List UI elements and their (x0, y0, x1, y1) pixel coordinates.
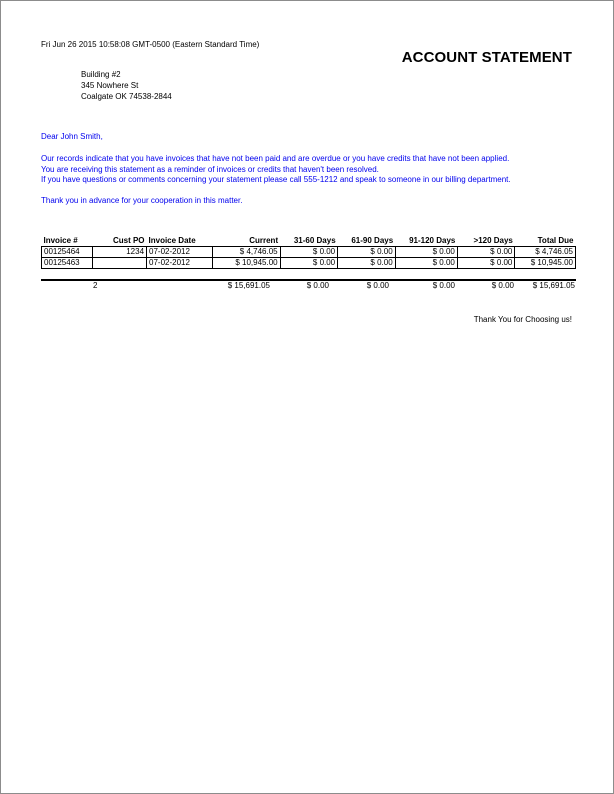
table-header-row (42, 235, 576, 247)
total-91-120: $ 0.00 (432, 281, 455, 290)
col-header-31-60: 31-60 Days (280, 235, 338, 247)
cell-over-120: $ 0.00 (457, 258, 515, 269)
cell-invoice: 00125463 (42, 258, 93, 269)
total-current: $ 15,691.05 (227, 281, 270, 290)
letter-paragraph-3: If you have questions or comments concerning your statement please call 555-1212 and speak to someone in our billing department. (41, 175, 511, 184)
cell-91-120: $ 0.00 (395, 258, 457, 269)
cell-total-due: $ 4,746.05 (515, 247, 576, 258)
table-row (42, 247, 576, 258)
letter-paragraph-2: You are receiving this statement as a reminder of invoices or credits that haven't been resolved. (41, 165, 379, 174)
table-row (42, 258, 576, 269)
letter-paragraph-1: Our records indicate that you have invoices that have not been paid and are overdue or you have credits that have not been applied. (41, 154, 510, 163)
cell-61-90: $ 0.00 (338, 258, 396, 269)
cell-31-60: $ 0.00 (280, 247, 338, 258)
col-header-cust-po: Cust PO (93, 235, 147, 247)
address-line-2: 345 Nowhere St (81, 81, 139, 90)
cell-cust-po: 1234 (93, 247, 147, 258)
cell-current: $ 4,746.05 (212, 247, 280, 258)
cell-invoice-date: 07-02-2012 (147, 247, 213, 258)
cell-61-90: $ 0.00 (338, 247, 396, 258)
address-line-3: Coalgate OK 74538-2844 (81, 92, 172, 101)
col-header-total-due: Total Due (515, 235, 576, 247)
total-31-60: $ 0.00 (306, 281, 329, 290)
total-invoice-count: 2 (93, 281, 98, 290)
col-header-current: Current (212, 235, 280, 247)
cell-over-120: $ 0.00 (457, 247, 515, 258)
cell-31-60: $ 0.00 (280, 258, 338, 269)
total-over-120: $ 0.00 (491, 281, 514, 290)
cell-91-120: $ 0.00 (395, 247, 457, 258)
statement-title: ACCOUNT STATEMENT (401, 49, 572, 66)
total-due: $ 15,691.05 (532, 281, 575, 290)
cell-invoice: 00125464 (42, 247, 93, 258)
total-61-90: $ 0.00 (366, 281, 389, 290)
col-header-over-120: >120 Days (457, 235, 515, 247)
greeting: Dear John Smith, (41, 132, 103, 141)
address-line-1: Building #2 (81, 70, 121, 79)
thank-you-note: Thank You for Choosing us! (473, 315, 572, 324)
print-timestamp: Fri Jun 26 2015 10:58:08 GMT-0500 (Eastern Standard Time) (41, 40, 260, 49)
cell-cust-po (93, 258, 147, 269)
col-header-91-120: 91-120 Days (395, 235, 457, 247)
col-header-61-90: 61-90 Days (338, 235, 396, 247)
col-header-invoice: Invoice # (42, 235, 93, 247)
cell-total-due: $ 10,945.00 (515, 258, 576, 269)
invoice-table (41, 235, 576, 269)
cell-invoice-date: 07-02-2012 (147, 258, 213, 269)
cell-current: $ 10,945.00 (212, 258, 280, 269)
col-header-invoice-date: Invoice Date (147, 235, 213, 247)
letter-closing: Thank you in advance for your cooperation in this matter. (41, 196, 243, 205)
